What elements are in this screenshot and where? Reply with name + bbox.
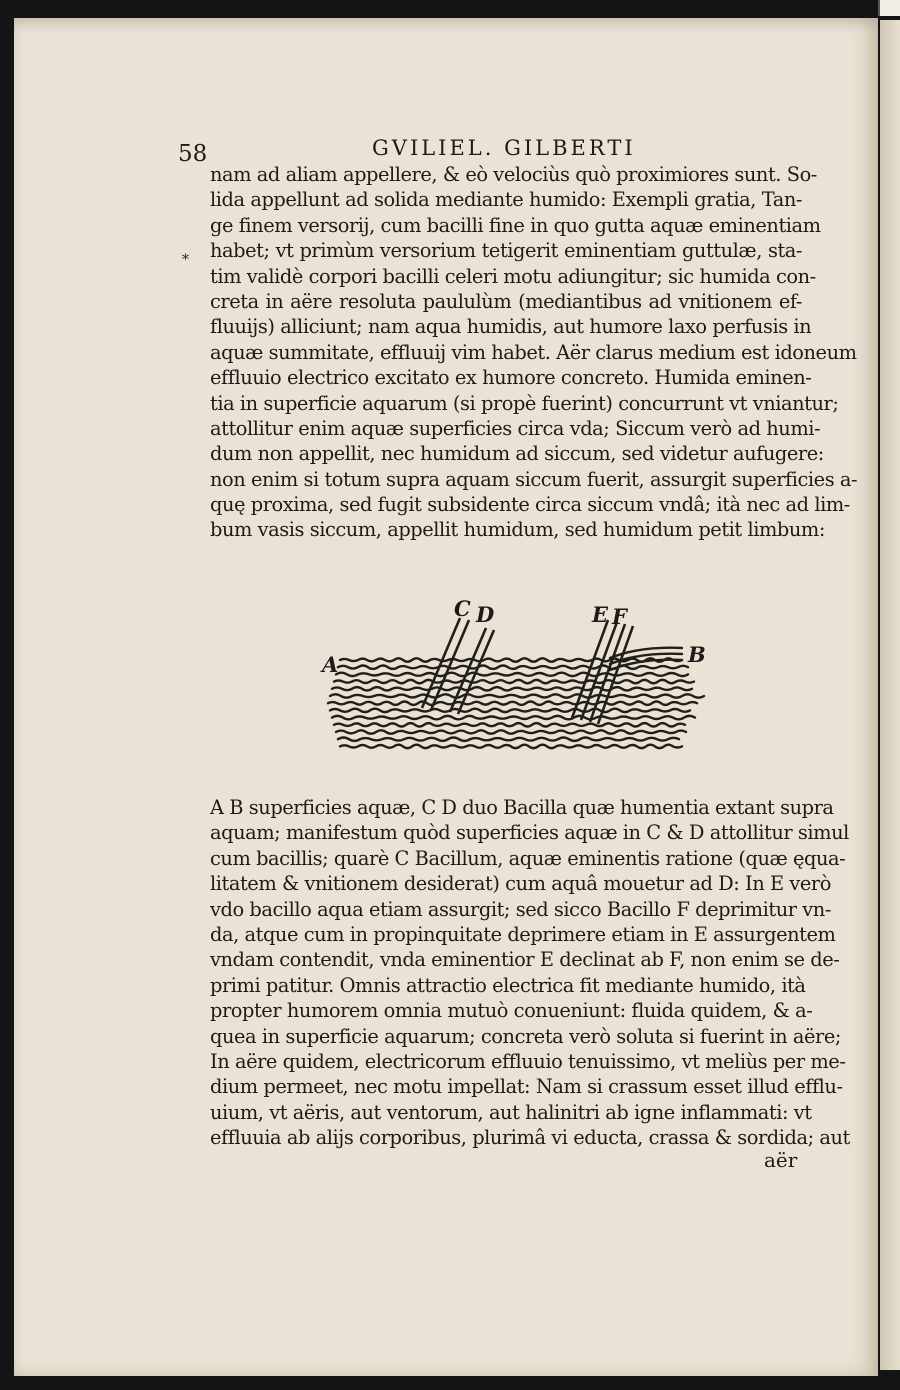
water-surface-figure: [310, 590, 720, 750]
text-line: vndam contendit, vnda eminentior E declinat ab F, non enim se de-: [210, 948, 840, 972]
water-waves: [328, 648, 704, 748]
text-line: aquæ summitate, effluuij vim habet. Aër clarus medium est idoneum: [210, 340, 857, 364]
paragraph-lower: [210, 795, 850, 1150]
wave-line: [336, 673, 688, 676]
text-line: bum vasis siccum, appellit humidum, sed humidum petit limbum:: [210, 518, 825, 542]
paragraph-upper: [210, 162, 858, 543]
label-c: C: [454, 596, 471, 621]
label-b: B: [688, 642, 706, 667]
text-line: da, atque cum in propinquitate deprimere etiam in E assurgentem: [210, 922, 836, 946]
margin-asterisk: *: [182, 252, 189, 268]
wave-line: [332, 687, 692, 690]
wave-line: [332, 716, 695, 719]
label-d: D: [476, 602, 495, 627]
text-line: dum non appellit, nec humidum ad siccum, sed videtur aufugere:: [210, 442, 824, 466]
text-line: ge finem versorij, cum bacilli fine in quo gutta aquæ eminentiam: [210, 213, 821, 237]
text-line: aquam; manifestum quòd superficies aquæ in C & D attollitur simul: [210, 821, 849, 845]
rod-d-line1: [450, 628, 486, 712]
text-line: A B superficies aquæ, C D duo Bacilla quæ humentia extant supra: [210, 796, 834, 819]
catchword: aër: [764, 1148, 798, 1172]
text-line: tia in superficie aquarum (si propè fuerint) concurrunt vt vniantur;: [210, 391, 839, 415]
text-line: effluuio electrico excitato ex humore concreto. Humida eminen-: [210, 366, 812, 390]
text-line: habet; vt primùm versorium tetigerit eminentiam guttulæ, sta-: [210, 239, 802, 263]
text-line: vdo bacillo aqua etiam assurgit; sed sicco Bacillo F deprimitur vn-: [210, 897, 831, 921]
wave-line: [336, 730, 686, 733]
text-line: In aëre quidem, electricorum effluuio tenuissimo, vt meliùs per me-: [210, 1049, 846, 1073]
label-e: E: [592, 602, 609, 627]
wave-line: [328, 702, 697, 705]
text-line: nam ad aliam appellere, & eò velociùs quò proximiores sunt. So-: [210, 163, 817, 186]
text-line: fluuijs) alliciunt; nam aqua humidis, aut humore laxo perfusis in: [210, 315, 812, 339]
wave-line: [330, 709, 690, 712]
text-line: cum bacillis; quarè C Bacillum, aquæ eminentis ratione (quæ ęqua-: [210, 846, 846, 870]
text-line: quea in superficie aquarum; concreta verò soluta si fuerint in aëre;: [210, 1024, 841, 1048]
wave-line: [338, 738, 679, 741]
wave-line: [338, 666, 688, 669]
running-head: GVILIEL. GILBERTI: [372, 136, 636, 160]
text-line: propter humorem omnia mutuò conueniunt: fluida quidem, & a-: [210, 999, 813, 1023]
text-line: attollitur enim aquæ superficies circa vda; Siccum verò ad humi-: [210, 416, 821, 440]
text-line: uium, vt aëris, aut ventorum, aut halinitri ab igne inflammati: vt: [210, 1100, 812, 1124]
text-line: litatem & vnitionem desiderat) cum aquâ mouetur ad D: In E verò: [210, 872, 831, 896]
scan-corner-mark: [878, 0, 900, 16]
wave-line: [334, 723, 685, 726]
wave-line: [330, 694, 704, 697]
text-line: primi patitur. Omnis attractio electrica fit mediante humido, ità: [210, 973, 806, 997]
text-line: effluuia ab alijs corporibus, plurimâ vi educta, crassa & sordida; aut: [210, 1126, 850, 1150]
rod-f-line1: [590, 624, 625, 722]
label-a: A: [322, 652, 339, 677]
next-page-edge: [880, 20, 900, 1370]
text-line: dium permeet, nec motu impellat: Nam si crassum esset illud efflu-: [210, 1075, 843, 1099]
text-line: non enim si totum supra aquam siccum fuerit, assurgit superficies a-: [210, 467, 858, 491]
text-line: creta in aëre resoluta paululùm (mediantibus ad vnitionem ef-: [210, 289, 802, 313]
wave-line: [334, 680, 694, 683]
label-f: F: [612, 604, 627, 629]
page-number: 58: [178, 141, 208, 167]
wave-line: [340, 745, 682, 748]
text-line: quę proxima, sed fugit subsidente circa siccum vndâ; ità nec ad lim-: [210, 493, 850, 517]
text-line: lida appellunt ad solida mediante humido: Exempli gratia, Tan-: [210, 188, 802, 212]
text-line: tim validè corpori bacilli celeri motu adiungitur; sic humida con-: [210, 264, 816, 288]
